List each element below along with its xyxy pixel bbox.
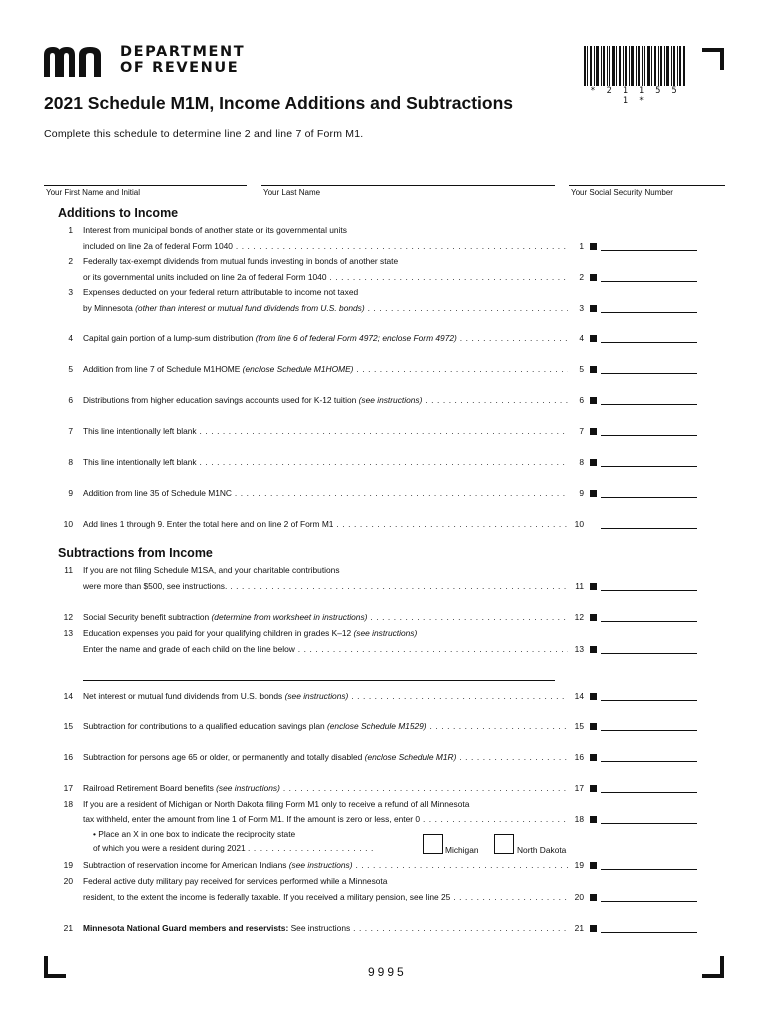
page-code: 9995 <box>368 965 407 979</box>
line-6-row: 6 Distributions from higher education savings accounts used for K-12 tuition (see instructions) . . . 6 <box>55 393 600 407</box>
barcode <box>584 46 686 86</box>
line-8-text: This line intentionally left blank . . . <box>83 455 568 469</box>
line-21-row: 21 Minnesota National Guard members and reservists: See instructions . . . 21 <box>55 921 600 935</box>
corner-mark-bottom-right <box>702 956 724 978</box>
line-15-text: Subtraction for contributions to a qualified education savings plan <box>83 721 325 731</box>
line-1-text-a: Interest from municipal bonds of another state or its governmental units <box>83 225 347 235</box>
line-7-text: This line intentionally left blank . . . <box>83 424 568 438</box>
line-16-text: Subtraction for persons age 65 or older, or permanently and totally disabled <box>83 752 363 762</box>
line-7-row: 7 This line intentionally left blank . . . 7 <box>55 424 600 438</box>
line-2-row-a: 2 Federally tax-exempt dividends from mutual funds investing in bonds of another state <box>55 254 600 268</box>
line-14-note: (see instructions) <box>284 691 349 701</box>
line-1-amount[interactable] <box>601 250 697 251</box>
line-5-row: 5 Addition from line 7 of Schedule M1HOME (enclose Schedule M1HOME) . . . 5 <box>55 362 600 376</box>
line-10-amount[interactable] <box>601 528 697 529</box>
line-14-amount[interactable] <box>601 700 697 701</box>
line-6-amount[interactable] <box>601 404 697 405</box>
line-10-row: 10 Add lines 1 through 9. Enter the total here and on line 2 of Form M1 . . . 10 <box>55 517 600 531</box>
line-15-amount[interactable] <box>601 730 697 731</box>
line-12-row: 12 Social Security benefit subtraction (determine from worksheet in instructions) . . . 12 <box>55 610 600 624</box>
line-18-text-a: If you are a resident of Michigan or North Dakota filing Form M1 only to receive a refund of all Minnesota <box>83 799 470 809</box>
line-13-amount[interactable] <box>601 653 697 654</box>
line-13-row: Enter the name and grade of each child on the line below . . . 13 <box>55 642 600 656</box>
michigan-label: Michigan <box>445 845 479 855</box>
ssn-label: Your Social Security Number <box>571 188 673 197</box>
last-name-field[interactable] <box>261 185 555 186</box>
line-12-text: Social Security benefit subtraction <box>83 612 210 622</box>
line-18-text-c: • Place an X in one box to indicate the reciprocity state <box>93 829 296 839</box>
line-20-amount[interactable] <box>601 901 697 902</box>
line-5-text: Addition from line 7 of Schedule M1HOME <box>83 364 241 374</box>
line-1-row-a: 1 Interest from municipal bonds of another state or its governmental units <box>55 223 600 237</box>
line-3-text-a: Expenses deducted on your federal return attributable to income not taxed <box>83 287 359 297</box>
subtractions-heading: Subtractions from Income <box>58 546 213 560</box>
line-2-text-b: or its governmental units included on line 2a of federal Form 1040 . . . <box>83 270 568 284</box>
line-19-amount[interactable] <box>601 869 697 870</box>
mn-revenue-logo <box>44 44 244 80</box>
line-1-text-b: included on line 2a of federal Form 1040 . . . <box>83 239 568 253</box>
line-11-row-a: 11 If you are not filing Schedule M1SA, and your charitable contributions <box>55 563 600 577</box>
line-15-note: (enclose Schedule M1529) <box>326 721 427 731</box>
line-18-amount[interactable] <box>601 823 697 824</box>
line-4-text: Capital gain portion of a lump-sum distribution <box>83 333 254 343</box>
line-2-amount[interactable] <box>601 281 697 282</box>
line-16-amount[interactable] <box>601 761 697 762</box>
line-4-amount[interactable] <box>601 342 697 343</box>
agency-line-1: DEPARTMENT <box>120 44 246 60</box>
line-11-text-a: If you are not filing Schedule M1SA, and your charitable contributions <box>83 565 340 575</box>
line-3-amount[interactable] <box>601 312 697 313</box>
line-17-note: (see instructions) <box>216 783 280 793</box>
line-18-text-b: tax withheld, enter the amount from line 1 of Form M1. If the amount is zero or less, enter 0 . . . <box>83 812 568 826</box>
line-15-row: 15 Subtraction for contributions to a qualified education savings plan (enclose Schedule M1529) . . . 15 <box>55 719 600 733</box>
line-6-note: (see instructions) <box>358 395 423 405</box>
line-1-row: included on line 2a of federal Form 1040 . . . 1 <box>55 239 600 253</box>
line-18-resident-row: of which you were a resident during 2021 . . . . . . . . . . . . . . . . . . . . . . <box>93 843 374 853</box>
line-16-note: (enclose Schedule M1R) <box>364 752 457 762</box>
barcode-icon <box>584 46 686 86</box>
line-20-text-a: Federal active duty military pay received for services performed while a Minnesota <box>83 876 388 886</box>
additions-heading: Additions to Income <box>58 206 179 220</box>
line-8-row: 8 This line intentionally left blank . . . 8 <box>55 455 600 469</box>
line-19-text: Subtraction of reservation income for American Indians <box>83 860 287 870</box>
line-14-row: 14 Net interest or mutual fund dividends from U.S. bonds (see instructions) . . . 14 <box>55 689 600 703</box>
first-name-field[interactable] <box>44 185 247 186</box>
line-2-text-a: Federally tax-exempt dividends from mutual funds investing in bonds of another state <box>83 256 399 266</box>
line-20-text-b: resident, to the extent the income is federally taxable. If you received a military pension, see line 25 . . . <box>83 890 568 904</box>
line-3-row: by Minnesota (other than interest or mutual fund dividends from U.S. bonds) . . . 3 <box>55 301 600 315</box>
line-11-text-b: were more than $500, see instructions. . . . <box>83 579 568 593</box>
line-20-row: resident, to the extent the income is federally taxable. If you received a military pension, see line 25 . . . 20 <box>55 890 600 904</box>
north-dakota-label: North Dakota <box>517 845 567 855</box>
line-6-text: Distributions from higher education savings accounts used for K-12 tuition <box>83 395 357 405</box>
form-subtitle: Complete this schedule to determine line 2 and line 7 of Form M1. <box>44 128 364 140</box>
barcode-number: * 2 1 1 5 5 1 * <box>590 86 680 106</box>
line-7-amount[interactable] <box>601 435 697 436</box>
line-17-amount[interactable] <box>601 792 697 793</box>
line-3-note: (other than interest or mutual fund dividends from U.S. bonds) <box>135 303 365 313</box>
line-8-amount[interactable] <box>601 466 697 467</box>
line-16-row: 16 Subtraction for persons age 65 or older, or permanently and totally disabled (enclose Schedule M1R) . . . 16 <box>55 750 600 764</box>
line-18-row: tax withheld, enter the amount from line 1 of Form M1. If the amount is zero or less, enter 0 . . . 18 <box>55 812 600 826</box>
line-5-amount[interactable] <box>601 373 697 374</box>
line-21-amount[interactable] <box>601 932 697 933</box>
agency-line-2: OF REVENUE <box>120 60 240 76</box>
line-13-text-a: Education expenses you paid for your qualifying children in grades K–12 <box>83 628 352 638</box>
line-13-text-b: Enter the name and grade of each child on the line below . . . <box>83 642 568 656</box>
line-18-row-a: 18 If you are a resident of Michigan or North Dakota filing Form M1 only to receive a refund of all Minnesota <box>55 797 600 811</box>
first-name-label: Your First Name and Initial <box>46 188 140 197</box>
line-10-text: Add lines 1 through 9. Enter the total here and on line 2 of Form M1 . . . <box>83 517 568 531</box>
line-4-note: (from line 6 of federal Form 4972; enclose Form 4972) <box>255 333 457 343</box>
line-3-row-a: 3 Expenses deducted on your federal return attributable to income not taxed <box>55 285 600 299</box>
corner-mark-bottom-left <box>44 956 66 978</box>
north-dakota-checkbox[interactable] <box>494 834 514 854</box>
line-9-row: 9 Addition from line 35 of Schedule M1NC . . . 9 <box>55 486 600 500</box>
line-13-note: (see instructions) <box>353 628 418 638</box>
line-9-text: Addition from line 35 of Schedule M1NC . . . <box>83 486 568 500</box>
line-4-row: 4 Capital gain portion of a lump-sum distribution (from line 6 of federal Form 4972; enclose Form 4972) . . . 4 <box>55 331 600 345</box>
line-11-row: were more than $500, see instructions. . . . 11 <box>55 579 600 593</box>
line-14-text: Net interest or mutual fund dividends from U.S. bonds <box>83 691 283 701</box>
line-3-text-b: by Minnesota <box>83 303 133 313</box>
line-19-row: 19 Subtraction of reservation income for American Indians (see instructions) . . . 19 <box>55 858 600 872</box>
mn-logo-icon <box>44 47 116 77</box>
line-12-amount[interactable] <box>601 621 697 622</box>
line-21-text: See instructions <box>290 923 351 933</box>
line-17-text: Railroad Retirement Board benefits <box>83 783 214 793</box>
line-5-note: (enclose Schedule M1HOME) <box>242 364 354 374</box>
line-11-amount[interactable] <box>601 590 697 591</box>
line-20-row-a: 20 Federal active duty military pay received for services performed while a Minnesota <box>55 874 600 888</box>
line-17-row: 17 Railroad Retirement Board benefits (see instructions) . . . 17 <box>55 781 600 795</box>
line-18-row-c <box>55 827 600 841</box>
line-13-child-names-field[interactable] <box>83 680 555 681</box>
line-12-note: (determine from worksheet in instructions) <box>211 612 368 622</box>
line-2-row: or its governmental units included on line 2a of federal Form 1040 . . . 2 <box>55 270 600 284</box>
ssn-field[interactable] <box>569 185 725 186</box>
line-19-note: (see instructions) <box>288 860 353 870</box>
corner-mark-top-right <box>702 48 724 70</box>
line-9-amount[interactable] <box>601 497 697 498</box>
michigan-checkbox[interactable] <box>423 834 443 854</box>
line-13-row-a: 13 Education expenses you paid for your qualifying children in grades K–12 (see instructions) <box>63 628 418 638</box>
line-21-bold-text: Minnesota National Guard members and reservists: <box>83 923 289 933</box>
last-name-label: Your Last Name <box>263 188 321 197</box>
line-18-text-d: of which you were a resident during 2021 <box>93 843 246 853</box>
form-title: 2021 Schedule M1M, Income Additions and Subtractions <box>44 93 514 113</box>
